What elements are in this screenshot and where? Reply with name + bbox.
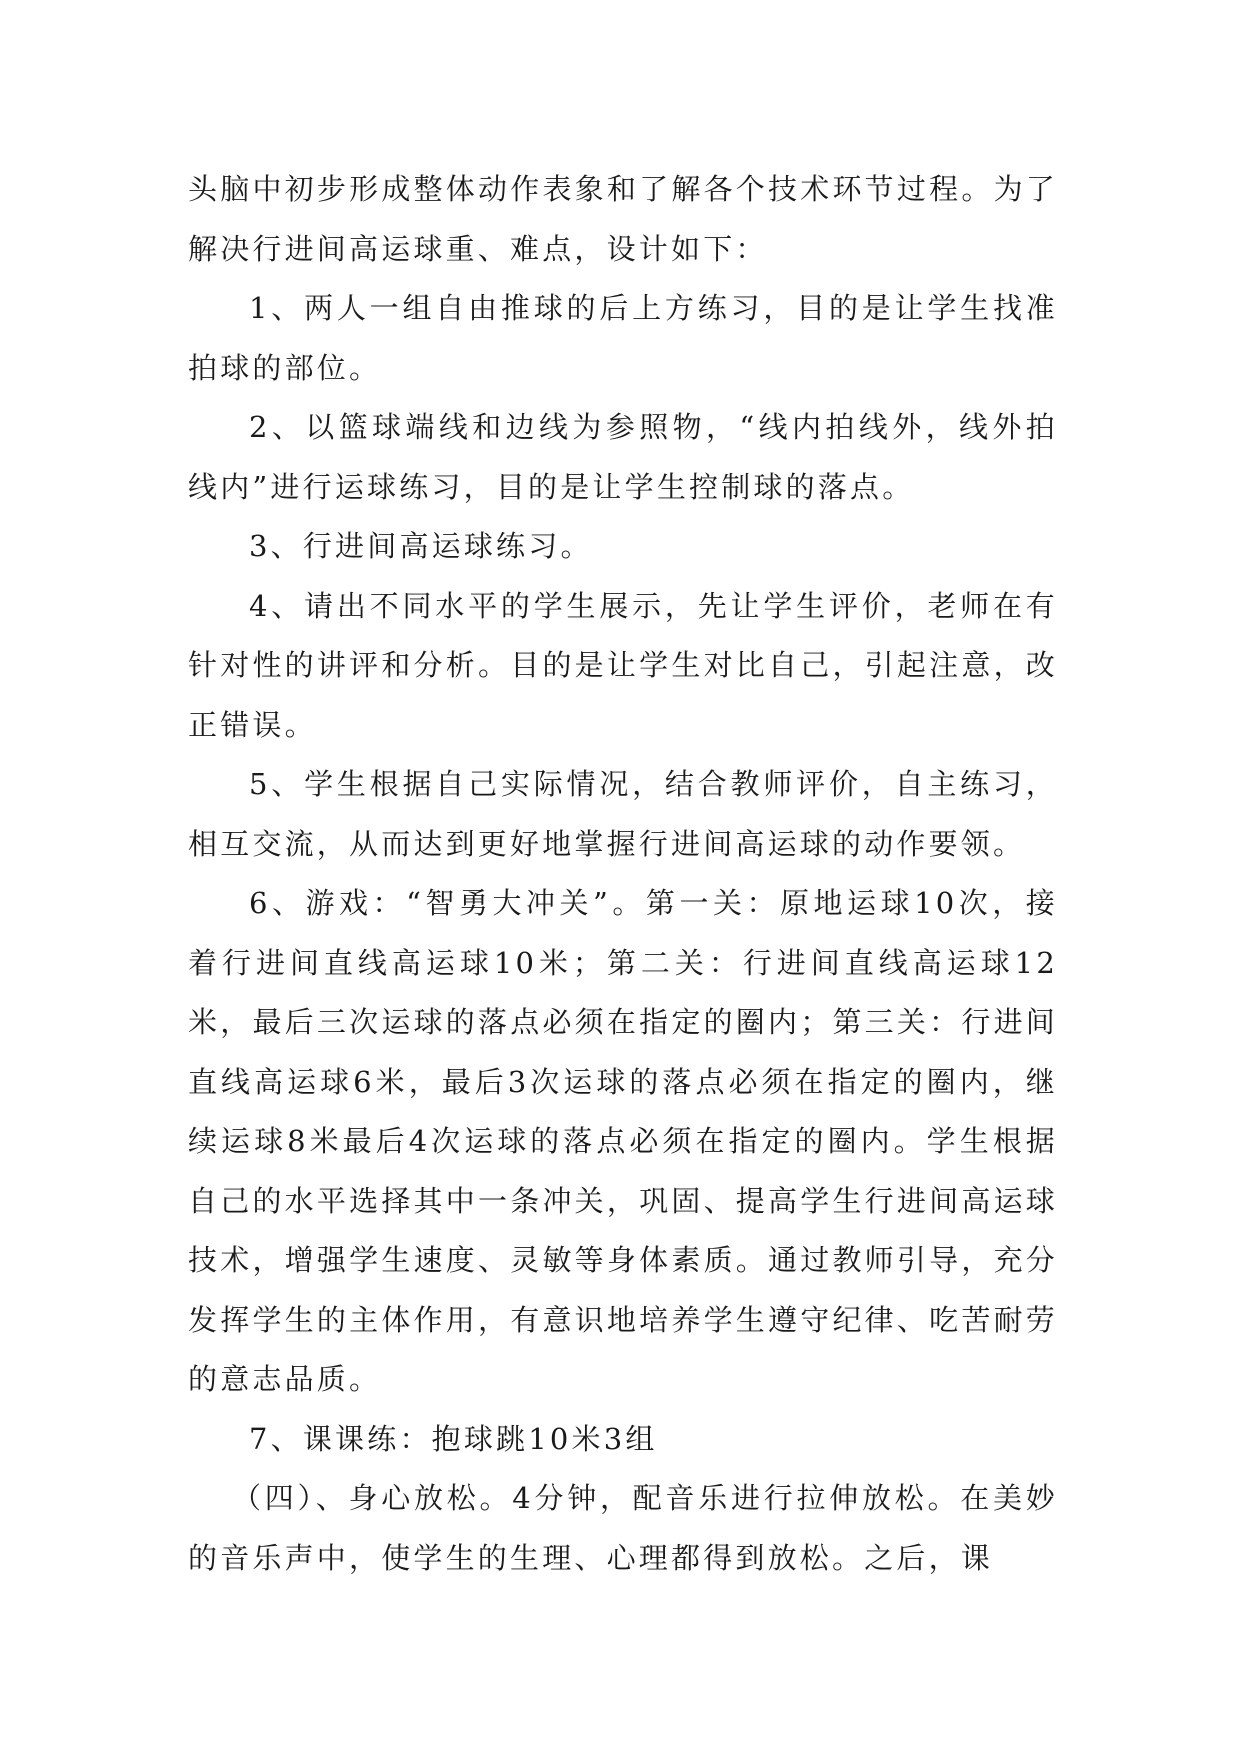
paragraph-section-four: （四）、身心放松。4分钟，配音乐进行拉伸放松。在美妙的音乐声中，使学生的生理、心理都得到放松。之后，课 <box>188 1481 1058 1575</box>
paragraph-item-4: 4、请出不同水平的学生展示，先让学生评价，老师在有针对性的讲评和分析。目的是让学生对比自己，引起注意，改正错误。 <box>188 588 1058 742</box>
document-body <box>188 160 1058 1588</box>
paragraph-item-7: 7、课课练：抱球跳10米3组 <box>249 1421 658 1456</box>
paragraph-item-1: 1、两人一组自由推球的后上方练习，目的是让学生找准拍球的部位。 <box>188 291 1058 385</box>
paragraph-item-6: 6、游戏：“智勇大冲关”。第一关：原地运球10次，接着行进间直线高运球10米；第二关：行进间直线高运球12米，最后三次运球的落点必须在指定的圈内；第三关：行进间直线高运球6米，最后3次运球的落点必须在指定的圈内，继续运球8米最后4次运球的落点必须在指定的圈内。学生根据自己的水平选择其中一条冲关，巩固、提高学生行进间高运球技术，增强学生速度、灵敏等身体素质。通过教师引导，充分发挥学生的主体作用，有意识地培养学生遵守纪律、吃苦耐劳的意志品质。 <box>188 886 1058 1396</box>
paragraph-intro: 头脑中初步形成整体动作表象和了解各个技术环节过程。为了解决行进间高运球重、难点，设计如下： <box>188 172 1058 266</box>
paragraph-item-3: 3、行进间高运球练习。 <box>249 529 593 563</box>
paragraph-item-2: 2、以篮球端线和边线为参照物，“线内拍线外，线外拍线内”进行运球练习，目的是让学生控制球的落点。 <box>188 410 1058 504</box>
paragraph-item-5: 5、学生根据自己实际情况，结合教师评价，自主练习，相互交流，从而达到更好地掌握行进间高运球的动作要领。 <box>188 767 1058 861</box>
